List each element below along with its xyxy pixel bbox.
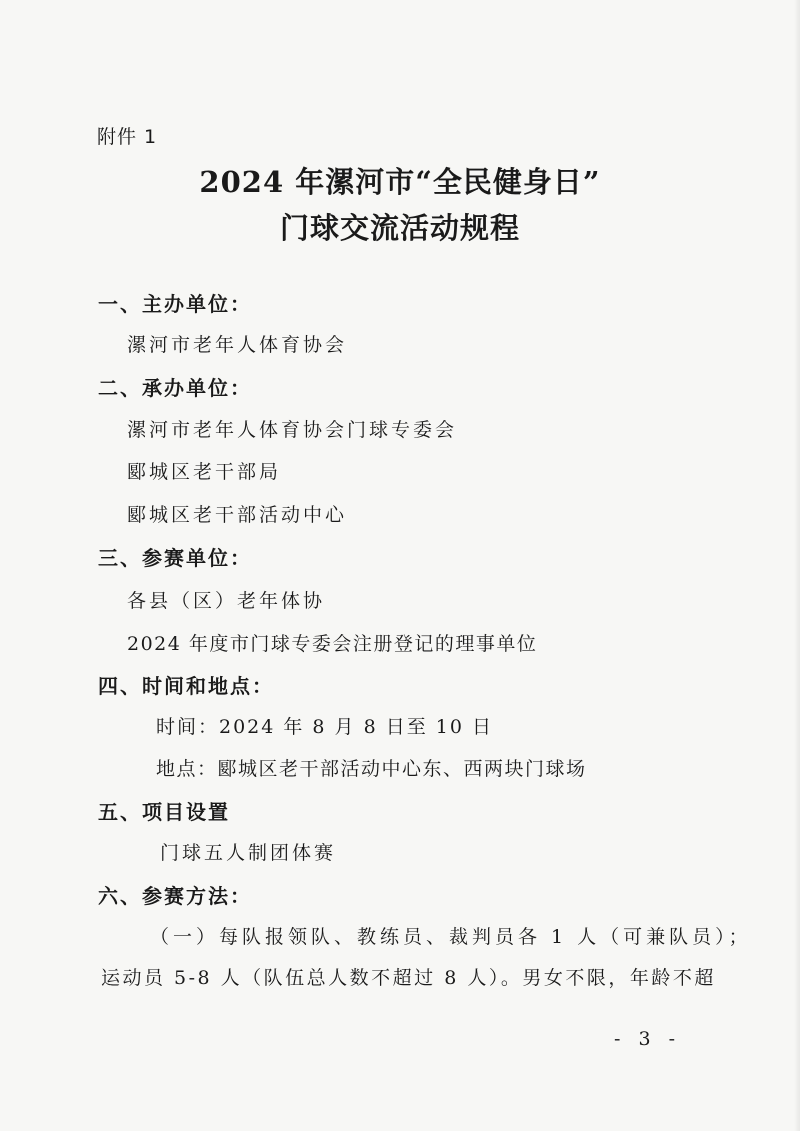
section-heading-organizer: 一、主办单位： [98, 292, 252, 316]
method-line: （一）每队报领队、教练员、裁判员各 1 人（可兼队员）； [150, 926, 752, 948]
section-heading-host: 二、承办单位： [98, 376, 252, 400]
section-heading-events: 五、项目设置 [98, 800, 230, 824]
attachment-label: 附件 1 [97, 126, 158, 148]
time-line: 时间：2024 年 8 月 8 日至 10 日 [156, 716, 493, 738]
host-line: 郾城区老干部局 [127, 461, 282, 483]
section-heading-time-place: 四、时间和地点： [98, 674, 274, 698]
document-title-line-2: 门球交流活动规程 [279, 211, 520, 245]
scan-edge-shadow [794, 0, 800, 1131]
page-number: - 3 - [614, 1028, 682, 1050]
method-line: 运动员 5-8 人（队伍总人数不超过 8 人）。男女不限，年龄不超 [101, 967, 716, 989]
section-heading-method: 六、参赛方法： [98, 884, 252, 908]
section-heading-participants: 三、参赛单位： [98, 546, 252, 570]
host-line: 郾城区老干部活动中心 [127, 504, 348, 526]
events-line: 门球五人制团体赛 [160, 842, 337, 864]
host-line: 漯河市老年人体育协会门球专委会 [127, 419, 458, 441]
document-title-line-1: 2024 年漯河市“全民健身日” [199, 165, 601, 199]
participants-line: 2024 年度市门球专委会注册登记的理事单位 [127, 633, 538, 655]
organizer-line: 漯河市老年人体育协会 [127, 334, 348, 356]
place-line: 地点：郾城区老干部活动中心东、西两块门球场 [156, 758, 587, 780]
participants-line: 各县（区）老年体协 [127, 590, 326, 612]
